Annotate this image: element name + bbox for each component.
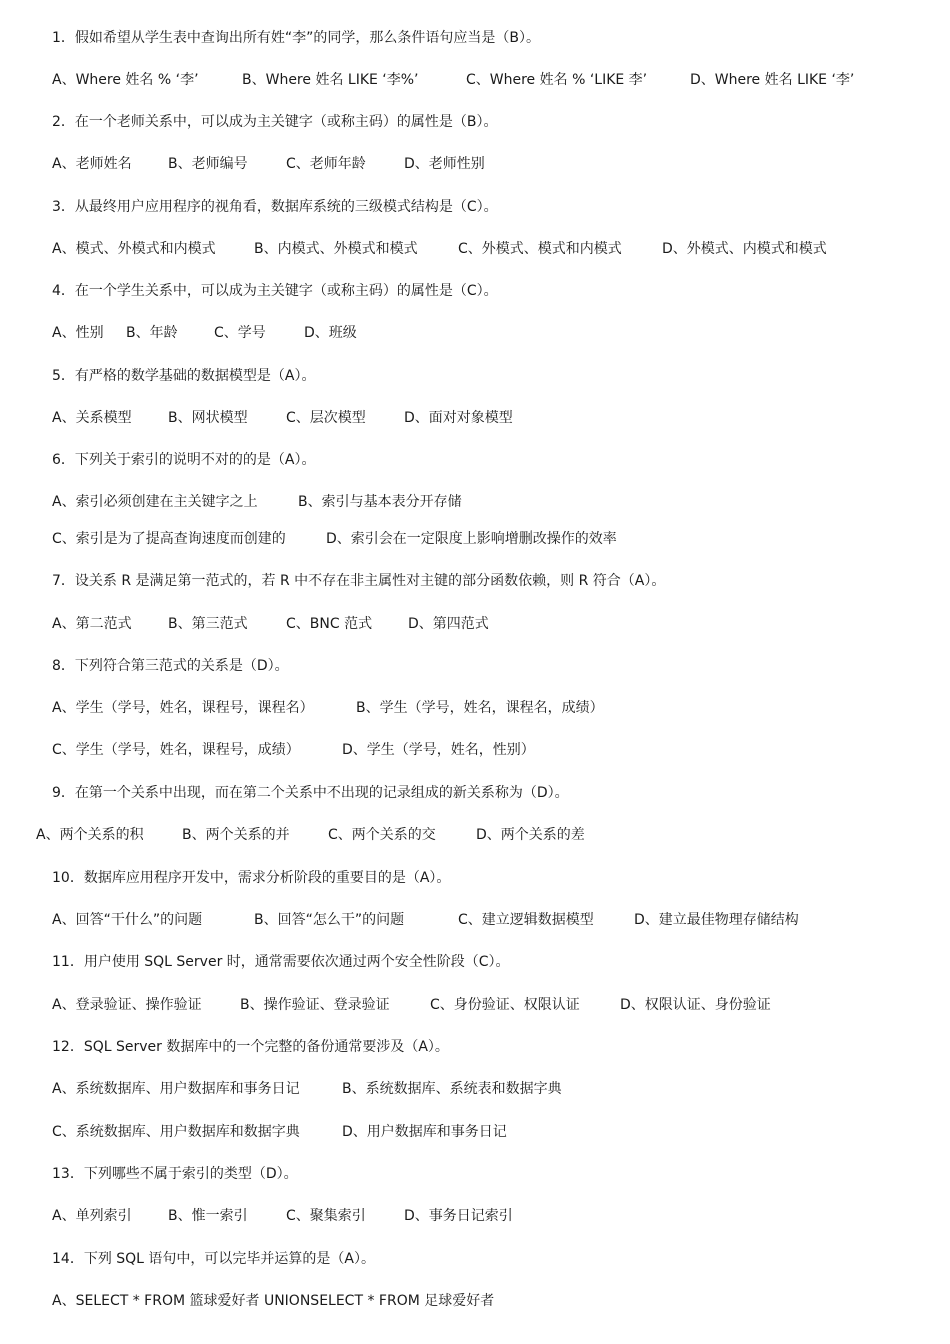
option-d: D、索引会在一定限度上影响增删改操作的效率	[326, 531, 617, 547]
option-d: D、事务日记索引	[404, 1208, 513, 1224]
question-text: 9．在第一个关系中出现，而在第二个关系中不出现的记录组成的新关系称为（D）。	[52, 785, 569, 801]
option-c: C、建立逻辑数据模型	[458, 912, 594, 928]
option-d: D、第四范式	[408, 616, 489, 632]
option-a: A、回答“干什么”的问题	[52, 912, 203, 928]
question-8-options-row2	[0, 739, 950, 761]
option-c: C、学号	[214, 325, 266, 341]
question-text: 4．在一个学生关系中，可以成为主关键字（或称主码）的属性是（C）。	[52, 283, 498, 299]
question-text: 7．设关系 R 是满足第一范式的，若 R 中不存在非主属性对主键的部分函数依赖，则 R 符合（A）。	[52, 573, 666, 589]
option-a: A、老师姓名	[52, 156, 132, 172]
option-b: B、年龄	[126, 325, 178, 341]
option-c: C、学生（学号，姓名，课程号，成绩）	[52, 742, 300, 758]
option-d: D、学生（学号，姓名，性别）	[342, 742, 535, 758]
question-text: 13．下列哪些不属于索引的类型（D）。	[52, 1166, 298, 1182]
option-b: B、内模式、外模式和模式	[254, 241, 418, 257]
option-d: D、用户数据库和事务日记	[342, 1124, 507, 1140]
option-a: A、学生（学号，姓名，课程号，课程名）	[52, 700, 314, 716]
option-c: C、聚集索引	[286, 1208, 366, 1224]
question-text: 5．有严格的数学基础的数据模型是（A）。	[52, 368, 316, 384]
question-1-options	[0, 69, 950, 91]
question-text: 1．假如希望从学生表中查询出所有姓“李”的同学，那么条件语句应当是（B）。	[52, 30, 541, 46]
option-c: C、索引是为了提高查询速度而创建的	[52, 531, 286, 547]
option-c: C、层次模型	[286, 410, 366, 426]
option-d: D、两个关系的差	[476, 827, 585, 843]
question-text: 8．下列符合第三范式的关系是（D）。	[52, 658, 289, 674]
question-8-options-row1	[0, 697, 950, 719]
option-c: C、老师年龄	[286, 156, 366, 172]
question-4-options	[0, 322, 950, 344]
option-b: B、老师编号	[168, 156, 248, 172]
question-text: 12．SQL Server 数据库中的一个完整的备份通常要涉及（A）。	[52, 1039, 449, 1055]
question-3-stem	[0, 196, 950, 218]
option-d: D、班级	[304, 325, 357, 341]
question-9-stem	[0, 782, 950, 804]
question-text: 14．下列 SQL 语句中，可以完毕并运算的是（A）。	[52, 1251, 375, 1267]
option-d: D、建立最佳物理存储结构	[634, 912, 799, 928]
question-14-stem	[0, 1248, 950, 1270]
option-b: B、操作验证、登录验证	[240, 997, 390, 1013]
question-5-options	[0, 407, 950, 429]
option-b: B、两个关系的并	[182, 827, 290, 843]
option-b: B、索引与基本表分开存储	[298, 494, 462, 510]
question-13-stem	[0, 1163, 950, 1185]
option-a: A、第二范式	[52, 616, 132, 632]
question-text: 6．下列关于索引的说明不对的的是（A）。	[52, 452, 316, 468]
option-c: C、系统数据库、用户数据库和数据字典	[52, 1124, 300, 1140]
option-c: C、Where 姓名 % ‘LIKE 李’	[466, 72, 648, 88]
question-10-stem	[0, 867, 950, 889]
option-c: C、BNC 范式	[286, 616, 373, 632]
option-a: A、性别	[52, 325, 104, 341]
option-a: A、关系模型	[52, 410, 132, 426]
option-b: B、第三范式	[168, 616, 248, 632]
question-13-options	[0, 1205, 950, 1227]
question-text: 10．数据库应用程序开发中，需求分析阶段的重要目的是（A）。	[52, 870, 451, 886]
question-10-options	[0, 909, 950, 931]
question-text: 11．用户使用 SQL Server 时，通常需要依次通过两个安全性阶段（C）。	[52, 954, 510, 970]
question-text: 2．在一个老师关系中，可以成为主关键字（或称主码）的属性是（B）。	[52, 114, 498, 130]
question-12-options-row1	[0, 1078, 950, 1100]
question-9-options	[0, 824, 950, 846]
question-2-stem	[0, 111, 950, 133]
question-11-stem	[0, 951, 950, 973]
question-text: 3．从最终用户应用程序的视角看，数据库系统的三级模式结构是（C）。	[52, 199, 498, 215]
question-12-stem	[0, 1036, 950, 1058]
question-11-options	[0, 994, 950, 1016]
option-c: C、外模式、模式和内模式	[458, 241, 622, 257]
option-a: A、Where 姓名 % ‘李’	[52, 72, 199, 88]
question-7-options	[0, 613, 950, 635]
option-b: B、惟一索引	[168, 1208, 248, 1224]
option-b: B、Where 姓名 LIKE ‘李%’	[242, 72, 419, 88]
option-c: C、身份验证、权限认证	[430, 997, 580, 1013]
option-d: D、Where 姓名 LIKE ‘李’	[690, 72, 855, 88]
question-1-stem	[0, 27, 950, 49]
option-a: A、系统数据库、用户数据库和事务日记	[52, 1081, 300, 1097]
option-d: D、面对对象模型	[404, 410, 513, 426]
question-4-stem	[0, 280, 950, 302]
option-a: A、索引必须创建在主关键字之上	[52, 494, 258, 510]
option-b: B、网状模型	[168, 410, 248, 426]
question-8-stem	[0, 655, 950, 677]
question-3-options	[0, 238, 950, 260]
option-a: A、单列索引	[52, 1208, 132, 1224]
question-6-options-row1	[0, 491, 950, 513]
option-d: D、外模式、内模式和模式	[662, 241, 827, 257]
option-a: A、两个关系的积	[36, 827, 144, 843]
question-7-stem	[0, 570, 950, 592]
option-b: B、回答“怎么干”的问题	[254, 912, 405, 928]
question-6-options-row2	[0, 528, 950, 550]
option-c: C、两个关系的交	[328, 827, 436, 843]
option-d: D、权限认证、身份验证	[620, 997, 771, 1013]
option-a: A、模式、外模式和内模式	[52, 241, 216, 257]
question-2-options	[0, 153, 950, 175]
question-12-options-row2	[0, 1121, 950, 1143]
option-d: D、老师性别	[404, 156, 485, 172]
option-a: A、登录验证、操作验证	[52, 997, 202, 1013]
question-14-options	[0, 1290, 950, 1312]
option-b: B、系统数据库、系统表和数据字典	[342, 1081, 562, 1097]
option-a: A、SELECT * FROM 篮球爱好者 UNIONSELECT * FROM 足球爱好者	[52, 1293, 495, 1309]
question-5-stem	[0, 365, 950, 387]
question-6-stem	[0, 449, 950, 471]
option-b: B、学生（学号，姓名，课程名，成绩）	[356, 700, 604, 716]
